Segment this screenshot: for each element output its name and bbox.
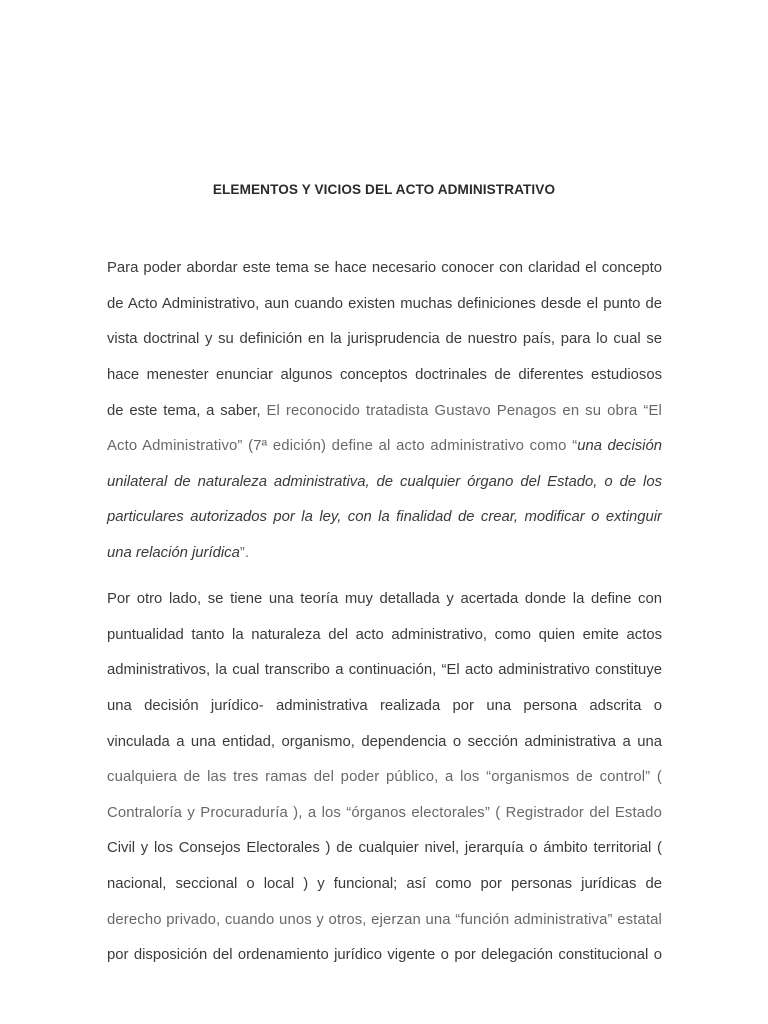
line-text: hace menester enunciar algunos conceptos doctrinales de diferentes estudiosos [107, 366, 662, 383]
paragraph-intro [107, 251, 662, 571]
text-line [107, 429, 662, 465]
text-line [107, 358, 662, 394]
citation-text: Acto Administrativo” (7ª edición) define al acto administrativo como “ [107, 438, 578, 455]
line-text: Por otro lado, se tiene una teoría muy detallada y acertada donde la define con [107, 591, 662, 608]
text-line [107, 725, 662, 761]
text-line [107, 796, 662, 832]
text-line [107, 465, 662, 501]
text-line [107, 831, 662, 867]
text-line [107, 867, 662, 903]
text-line [107, 287, 662, 323]
text-line [107, 536, 662, 572]
citation-text: El reconocido tratadista Gustavo Penagos en su obra “El [266, 402, 662, 419]
text-line [107, 903, 662, 939]
line-text: administrativos, la cual transcribo a continuación, “El acto administrativo constituye [107, 662, 662, 679]
line-text: Contraloría y Procuraduría ), a los “órganos electorales” ( Registrador del Estado [107, 804, 662, 821]
text-line [107, 653, 662, 689]
line-text: Civil y los Consejos Electorales ) de cualquier nivel, jerarquía o ámbito territorial ( [107, 840, 662, 857]
paragraph-theory [107, 582, 662, 974]
line-text: una decisión jurídico- administrativa realizada por una persona adscrita o [107, 697, 662, 714]
line-text: Para poder abordar este tema se hace necesario conocer con claridad el concepto [107, 260, 662, 277]
line-text: puntualidad tanto la naturaleza del acto administrativo, como quien emite actos [107, 626, 662, 643]
line-text: cualquiera de las tres ramas del poder público, a los “organismos de control” ( [107, 769, 662, 786]
text-line [107, 394, 662, 430]
line-text: de Acto Administrativo, aun cuando existen muchas definiciones desde el punto de [107, 295, 662, 312]
line-text: vinculada a una entidad, organismo, dependencia o sección administrativa a una [107, 733, 662, 750]
line-text: por disposición del ordenamiento jurídico vigente o por delegación constitucional o [107, 947, 662, 964]
text-line [107, 251, 662, 287]
text-line [107, 938, 662, 974]
text-line [107, 500, 662, 536]
document-title: ELEMENTOS Y VICIOS DEL ACTO ADMINISTRATIVO [212, 182, 556, 197]
line-text: derecho privado, cuando unos y otros, ejerzan una “función administrativa” estatal [107, 911, 662, 928]
line-text: nacional, seccional o local ) y funcional; así como por personas jurídicas de [107, 875, 662, 892]
text-line [107, 322, 662, 358]
quoted-definition: particulares autorizados por la ley, con la finalidad de crear, modificar o extinguir [107, 509, 662, 526]
text-line [107, 760, 662, 796]
quoted-definition: una decisión [577, 438, 662, 455]
text-line [107, 582, 662, 618]
closing-quote: ”. [239, 544, 250, 561]
quoted-definition: una relación jurídica [107, 544, 240, 561]
quoted-definition: unilateral de naturaleza administrativa, de cualquier órgano del Estado, o de los [107, 473, 662, 490]
text-line [107, 618, 662, 654]
text-line [107, 689, 662, 725]
line-text: de este tema, a saber, [107, 402, 267, 419]
line-text: vista doctrinal y su definición en la jurisprudencia de nuestro país, para lo cual se [107, 331, 662, 348]
